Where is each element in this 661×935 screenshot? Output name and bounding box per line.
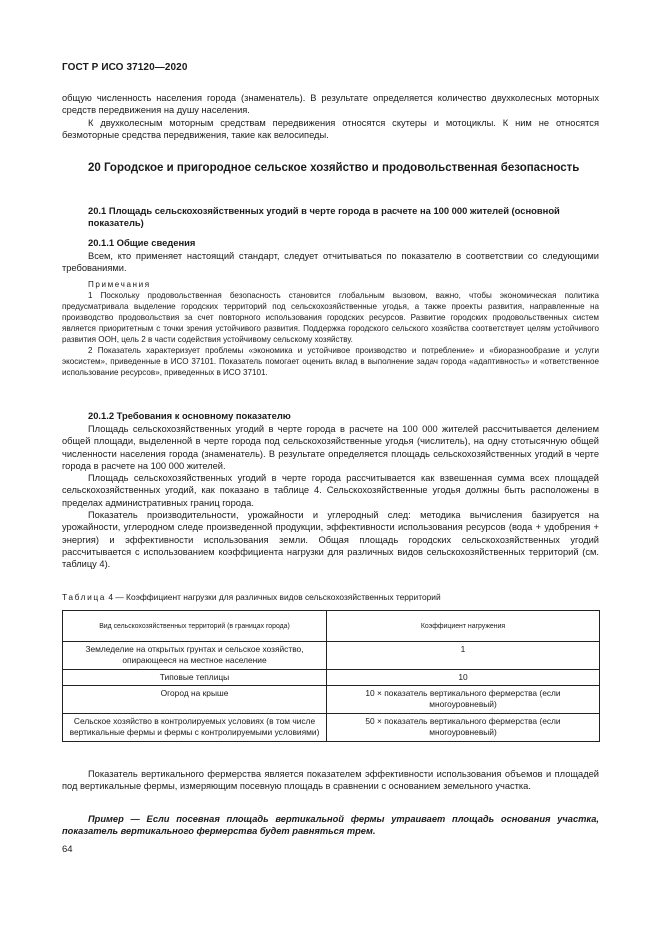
vertical-farming-paragraph: Показатель вертикального фермерства является показателем эффективности использования объемов и площадей под вертикальные фермы, измеряющим посевную площадь в сравнении с основанием земельного участка. (62, 769, 599, 792)
table-header-cell: Вид сельскохозяйственных территорий (в границах города) (63, 611, 327, 642)
requirements-block (62, 423, 599, 571)
subsubsection-heading: 20.1.1 Общие сведения (88, 237, 196, 248)
notes-label: Примечания (88, 280, 151, 289)
table-caption-text: 4 — Коэффициент нагрузки для различных видов сельскохозяйственных территорий (108, 592, 441, 602)
table-cell-coef: 10 (327, 669, 600, 686)
intro-block (62, 92, 599, 141)
subsection-heading: 20.1 Площадь сельскохозяйственных угодий в черте города в расчете на 100 000 жителей (основной показатель) (88, 205, 560, 229)
table-row (63, 642, 600, 670)
table-cell-type: Земледелие на открытых грунтах и сельское хозяйство, опирающееся на местное население (63, 642, 327, 670)
table-header-cell: Коэффициент нагружения (327, 611, 600, 642)
body-paragraph: Площадь сельскохозяйственных угодий в черте города рассчитывается как взвешенная сумма всех площадей сельскохозяйственных угодий, как показано в таблице 4. Сельскохозяйственные угодья должны быть расположены в пределах административных границ города. (62, 473, 599, 508)
subsubsection-heading: 20.1.2 Требования к основному показателю (88, 410, 291, 421)
table-cell-type: Огород на крыше (63, 686, 327, 714)
table-caption (62, 592, 599, 603)
table-header-row (63, 611, 600, 642)
table-cell-type: Типовые теплицы (63, 669, 327, 686)
table-cell-coef: 1 (327, 642, 600, 670)
section-heading: 20 Городское и пригородное сельское хозяйство и продовольственная безопасность (88, 162, 580, 174)
page-number: 64 (62, 844, 73, 855)
table-cell-type: Сельское хозяйство в контролируемых условиях (в том числе вертикальные фермы и фермы с контролируемыми условиями) (63, 713, 327, 741)
table-row (63, 713, 600, 741)
notes-block (62, 280, 599, 379)
table-4 (62, 610, 599, 742)
table-cell-coef: 50 × показатель вертикального фермерства (если многоуровневый) (327, 713, 600, 741)
table-row (63, 669, 600, 686)
table-caption-label: Таблица (62, 592, 107, 602)
general-info-text: Всем, кто применяет настоящий стандарт, следует отчитываться по показателю в соответствии со следующими требованиями. (62, 251, 599, 274)
table-cell-coef: 10 × показатель вертикального фермерства (если многоуровневый) (327, 686, 600, 714)
note-item: 1 Поскольку продовольственная безопасность становится глобальным вызовом, важно, чтобы экономическая политика предусматривала выделение городских территорий под сельскохозяйственные угодья, а также проекты развития, направленные на производство продовольствия за счет повторного использования городских ресурсов. Развитие городских продовольственных систем является приоритетным с точки зрения устойчивого развития. Поддержка городского сельского хозяйства соответствует целям устойчивого развития ООН, цель 2 в части содействия устойчивому сельскому хозяйству. (62, 290, 599, 344)
body-paragraph: Площадь сельскохозяйственных угодий в черте города в расчете на 100 000 жителей рассчитывается делением общей площади, выделенной в черте города под сельскохозяйственные угодья (числитель), на одну стотысячную общей численности населения города (знаменатель). В результате определяется площадь сельскохозяйственных угодий в черте города в расчете на 100 000 жителей. (62, 424, 599, 471)
example-text: Пример — Если посевная площадь вертикальной фермы утраивает площадь основания участка, показатель вертикального фермерства будет равняться трем. (62, 814, 599, 837)
document-header: ГОСТ Р ИСО 37120—2020 (62, 62, 188, 73)
body-paragraph: Показатель производительности, урожайности и углеродный след: методика вычисления базируется на урожайности, углеродном следе произведенной продукции, эффективности использования ресурсов (вода + удобрения + энергия) и эффективности использования земли. Общая площадь городских сельскохозяйственных угодий рассчитывается с использованием коэффициента нагрузки для различных видов сельскохозяйственных территорий (см. таблицу 4). (62, 510, 599, 570)
table-row (63, 686, 600, 714)
intro-paragraph: общую численность населения города (знаменатель). В результате определяется количество двухколесных моторных средств передвижения на душу населения. (62, 93, 599, 116)
note-item: 2 Показатель характеризует проблемы «экономика и устойчивое производство и потребление» и «биоразнообразие и услуги экосистем», приведенные в ИСО 37101. Показатель помогает оценить вклад в выполнение задач города «адаптивность» и «ответственное использование ресурсов», приведенных в ИСО 37101. (62, 346, 599, 378)
intro-paragraph: К двухколесным моторным средствам передвижения относятся скутеры и мотоциклы. К ним не относятся безмоторные средства передвижения, такие как велосипеды. (62, 117, 599, 140)
